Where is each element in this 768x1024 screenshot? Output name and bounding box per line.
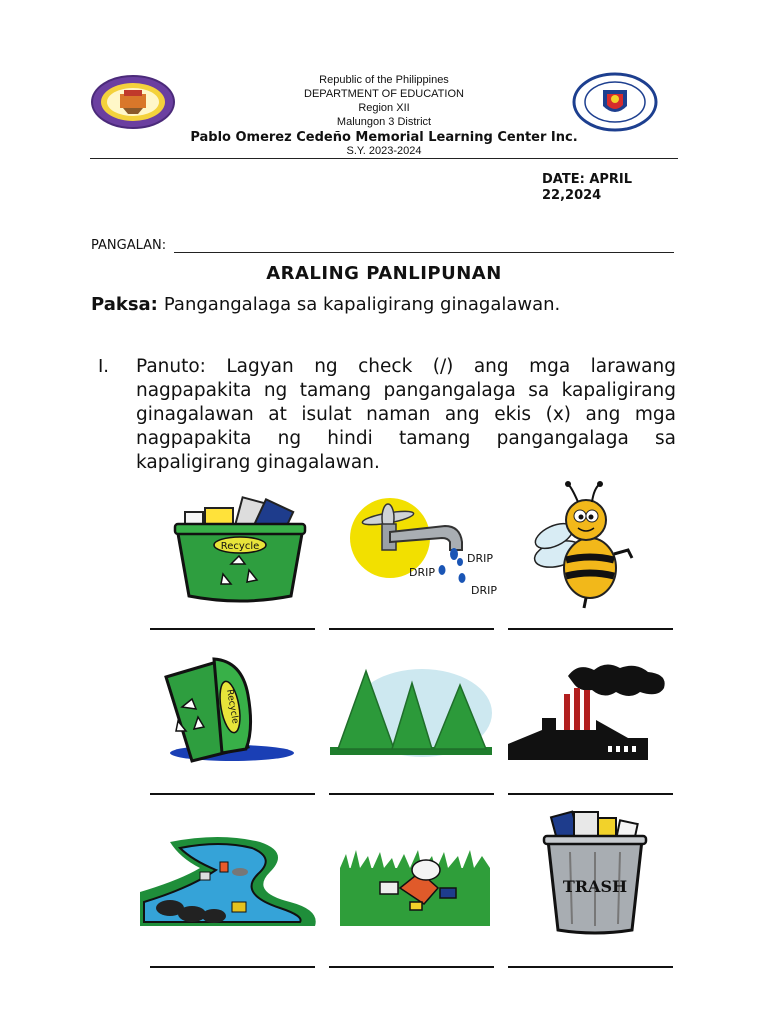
drip-text-2: DRIP	[409, 566, 435, 579]
tipped-bin-label: Recycle	[224, 688, 240, 725]
answer-line-5[interactable]	[329, 793, 494, 795]
answer-line-3[interactable]	[508, 628, 673, 630]
name-field-line[interactable]	[174, 252, 674, 253]
drip-text-1: DRIP	[467, 552, 493, 565]
header-divider	[90, 158, 678, 159]
date-line-2: 22,2024	[542, 188, 602, 203]
factory-smoke-image	[508, 660, 668, 765]
instruction-text: Panuto: Lagyan ng check (/) ang mga larawang nagpapakita ng tamang pangangalaga sa kapaligirang ginagalawan at isulat naman ang ekis (x) ang mga nagpapakita ng hindi tamang pangangalaga sa kapaligirang ginagalawan.	[136, 356, 676, 473]
answer-line-4[interactable]	[150, 793, 315, 795]
header-district: Malungon 3 District	[336, 116, 432, 128]
dripping-faucet-image	[350, 490, 510, 615]
littered-grass-image	[340, 848, 490, 926]
header-department: DEPARTMENT OF EDUCATION	[304, 88, 464, 100]
answer-line-1[interactable]	[150, 628, 315, 630]
school-name: Pablo Omerez Cedeño Memorial Learning Center Inc.	[190, 130, 578, 145]
header-republic: Republic of the Philippines	[319, 74, 449, 86]
date-line-1: DATE: APRIL	[542, 172, 633, 187]
topic-text: Pangangalaga sa kapaligirang ginagalawan.	[163, 294, 561, 315]
trash-can-image	[540, 808, 650, 936]
answer-line-2[interactable]	[329, 628, 494, 630]
polluted-river-image	[140, 832, 325, 932]
bee-image	[530, 480, 690, 615]
topic-label: Paksa:	[91, 294, 158, 315]
instruction-number: I.	[98, 356, 110, 377]
answer-line-6[interactable]	[508, 793, 673, 795]
topic-line	[91, 294, 560, 315]
answer-line-9[interactable]	[508, 966, 673, 968]
answer-line-8[interactable]	[329, 966, 494, 968]
recycle-bin-image	[165, 490, 325, 615]
subject-title: ARALING PANLIPUNAN	[266, 263, 502, 284]
forest-trees-image	[330, 665, 490, 765]
name-label: PANGALAN:	[91, 238, 167, 253]
drip-text-3: DRIP	[471, 584, 497, 597]
tipped-recycle-bin-image	[158, 655, 318, 780]
date-block	[542, 172, 672, 204]
answer-line-7[interactable]	[150, 966, 315, 968]
trash-can-label: TRASH	[562, 877, 628, 896]
header-region: Region XII	[358, 102, 410, 114]
school-year: S.Y. 2023-2024	[346, 145, 422, 157]
recycle-bin-label: Recycle	[220, 541, 260, 552]
